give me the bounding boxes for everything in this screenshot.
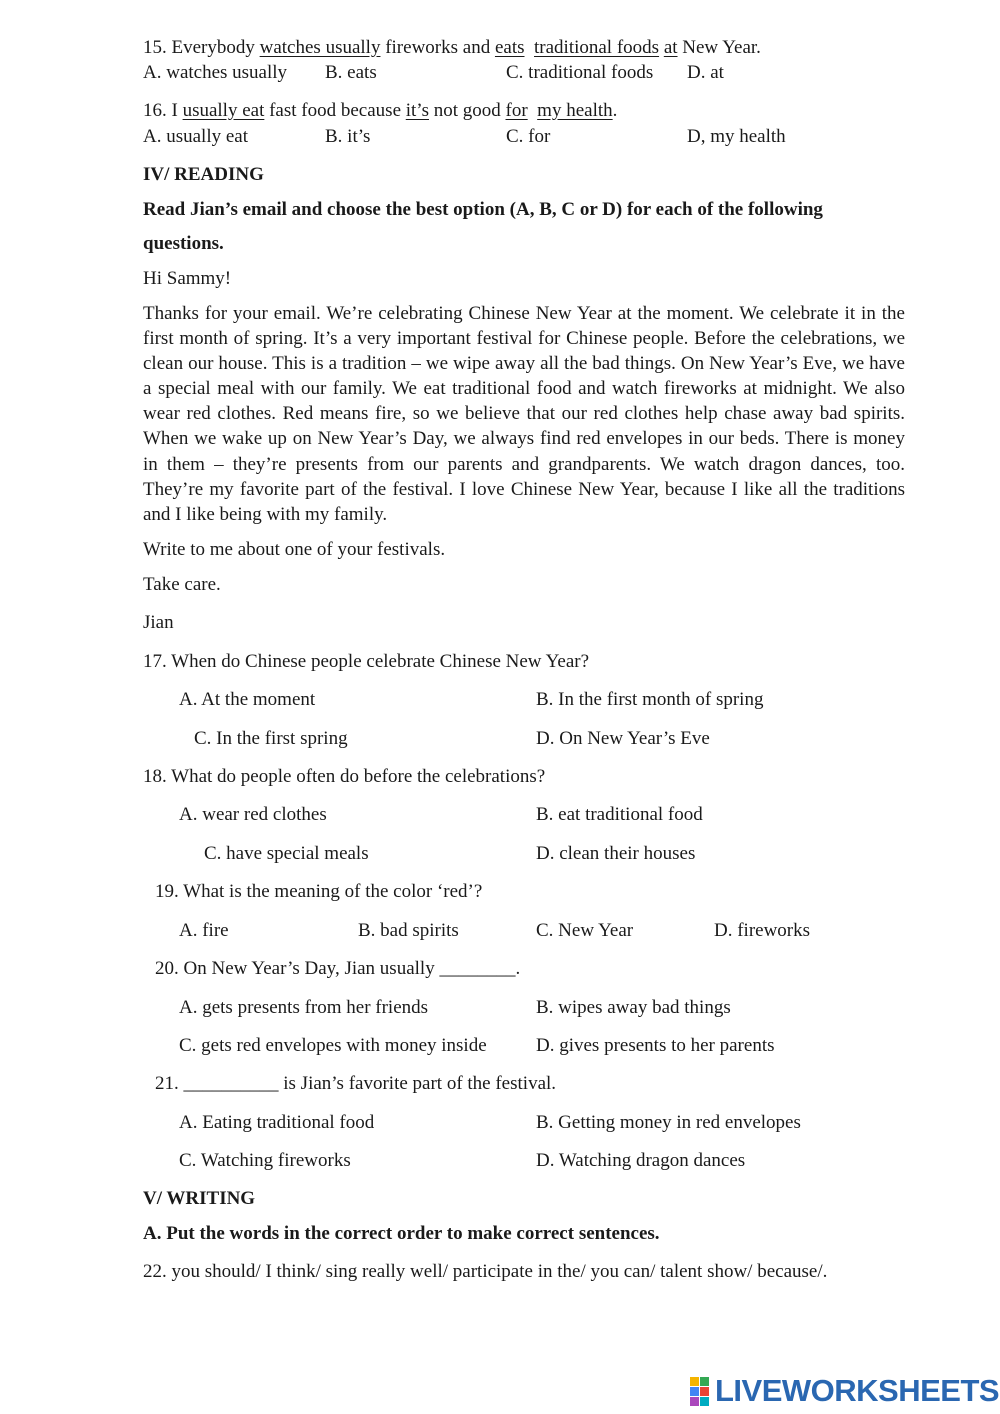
q19-option-a: A. fire: [179, 920, 229, 941]
question-22: 22. you should/ I think/ sing really well/ participate in the/ you can/ talent show/ because/.: [143, 1261, 828, 1282]
question-20: 20. On New Year’s Day, Jian usually ________.: [155, 958, 521, 979]
q19-option-c: C. New Year: [536, 920, 634, 941]
q17-option-c: C. In the first spring: [194, 728, 348, 749]
q16-underlined-b: it’s: [405, 100, 429, 121]
q20-option-d: D. gives presents to her parents: [536, 1035, 775, 1056]
q18-option-b: B. eat traditional food: [536, 804, 703, 825]
q21-option-a: A. Eating traditional food: [179, 1112, 375, 1133]
q16-option-c: C. for: [506, 126, 551, 147]
q18-option-c: C. have special meals: [204, 843, 369, 864]
q16-underlined-c: for: [505, 100, 528, 121]
email-sign-off: Take care.: [143, 574, 221, 595]
question-16: 16. I usually eat fast food because it’s not good for my health.: [143, 100, 618, 121]
writing-instruction: A. Put the words in the correct order to make correct sentences.: [143, 1223, 660, 1244]
q15-underlined-d: at: [663, 37, 678, 58]
q19-option-d: D. fireworks: [714, 920, 811, 941]
email-signature: Jian: [143, 612, 174, 633]
q16-underlined-d: my health: [537, 100, 613, 121]
q15-underlined-b: eats: [494, 37, 525, 58]
email-closing-line: Write to me about one of your festivals.: [143, 539, 446, 560]
q17-option-a: A. At the moment: [179, 689, 316, 710]
q17-option-d: D. On New Year’s Eve: [536, 728, 710, 749]
email-body: Thanks for your email. We’re celebrating Chinese New Year at the moment. We celebrate it in the first month of spring. It’s a very important festival for Chinese people. Before the celebrations, we clean our house. This is a tradition – we wipe away all the bad things. On New Year’s Eve, we have a special meal with our family. We eat traditional food and watch fireworks at midnight. We also wear red clothes. Red means fire, so we believe that our red clothes help chase away bad spirits. When we wake up on New Year’s Day, we always find red envelopes in our beds. There is money in them – they’re presents from our parents and grandparents. We watch dragon dances, too. They’re my favorite part of the festival. I love Chinese New Year, because I like all the traditions and I like being with my family.: [143, 303, 905, 525]
q15-option-d: D. at: [687, 62, 724, 83]
q15-underlined-c: traditional foods: [534, 37, 660, 58]
q16-option-d: D, my health: [687, 126, 786, 147]
q15-option-c: C. traditional foods: [506, 62, 654, 83]
q17-option-b: B. In the first month of spring: [536, 689, 764, 710]
q20-option-a: A. gets presents from her friends: [179, 997, 429, 1018]
q18-option-a: A. wear red clothes: [179, 804, 327, 825]
q20-option-b: B. wipes away bad things: [536, 997, 731, 1018]
q16-underlined-a: usually eat: [182, 100, 265, 121]
reading-heading: IV/ READING: [143, 164, 264, 185]
liveworksheets-logo: [690, 1374, 999, 1408]
q18-option-d: D. clean their houses: [536, 843, 696, 864]
reading-instruction-line2: questions.: [143, 233, 224, 254]
q15-underlined-a: watches usually: [259, 37, 381, 58]
logo-grid-icon: [690, 1377, 709, 1406]
q15-option-b: B. eats: [325, 62, 377, 83]
writing-heading: V/ WRITING: [143, 1188, 256, 1209]
q15-option-a: A. watches usually: [143, 62, 288, 83]
question-18: 18. What do people often do before the celebrations?: [143, 766, 546, 787]
question-21: 21. __________ is Jian’s favorite part of the festival.: [155, 1073, 557, 1094]
q21-option-b: B. Getting money in red envelopes: [536, 1112, 801, 1133]
reading-instruction-line1: Read Jian’s email and choose the best option (A, B, C or D) for each of the following: [143, 199, 823, 220]
logo-text: LIVEWORKSHEETS: [715, 1373, 1000, 1408]
question-19: 19. What is the meaning of the color ‘red’?: [155, 881, 483, 902]
q19-option-b: B. bad spirits: [358, 920, 459, 941]
q20-option-c: C. gets red envelopes with money inside: [179, 1035, 487, 1056]
q16-option-a: A. usually eat: [143, 126, 249, 147]
q21-option-c: C. Watching fireworks: [179, 1150, 351, 1171]
question-17: 17. When do Chinese people celebrate Chinese New Year?: [143, 651, 590, 672]
question-15: 15. Everybody watches usually fireworks and eats traditional foods at New Year.: [143, 37, 761, 58]
q16-option-b: B. it’s: [325, 126, 371, 147]
email-greeting: Hi Sammy!: [143, 268, 232, 289]
q21-option-d: D. Watching dragon dances: [536, 1150, 746, 1171]
